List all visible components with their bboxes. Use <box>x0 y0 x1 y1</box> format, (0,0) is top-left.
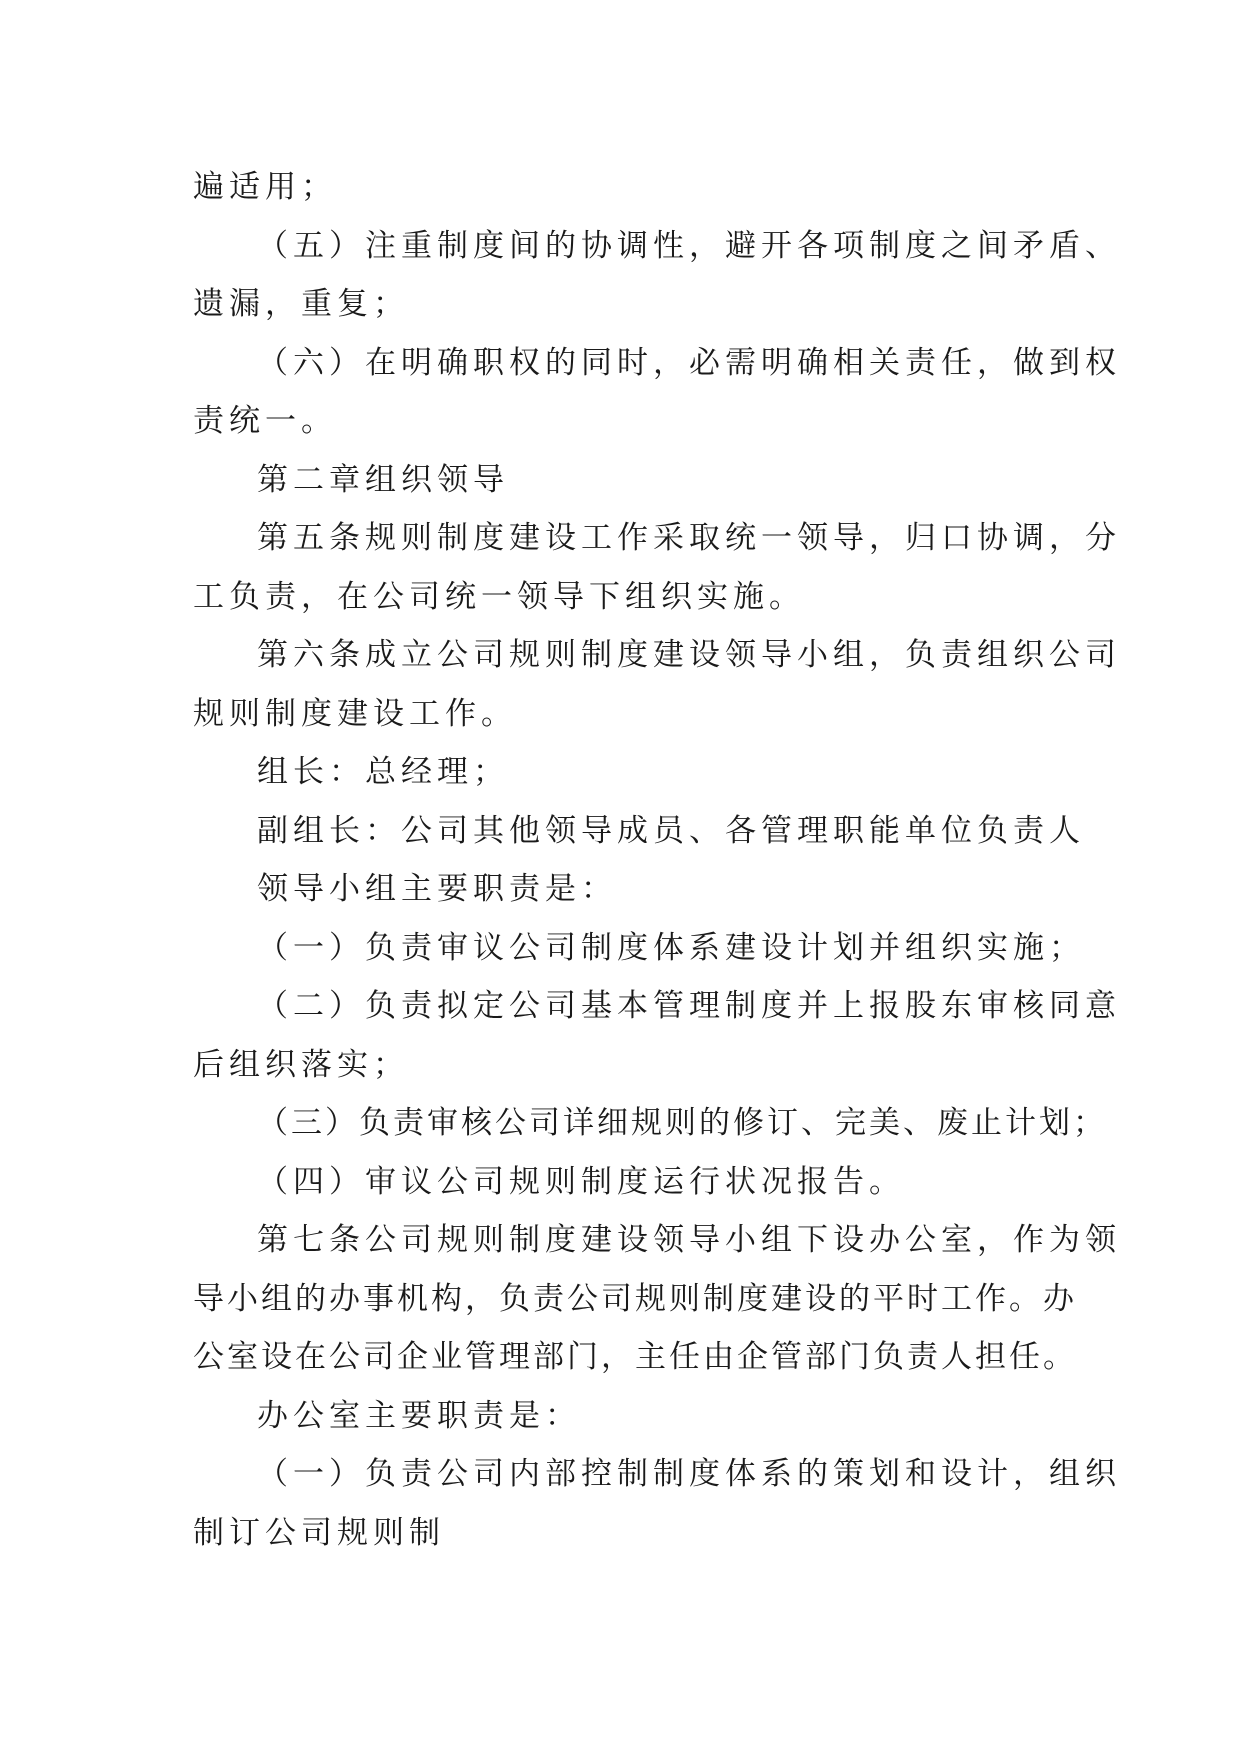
text-line: （四）审议公司规则制度运行状况报告。 <box>257 1163 905 1200</box>
text-line: （一）负责公司内部控制制度体系的策划和设计，组织 <box>257 1456 1121 1492</box>
text-line: 第六条成立公司规则制度建设领导小组，负责组织公司 <box>257 637 1121 673</box>
text-line: 责统一。 <box>193 403 337 439</box>
text-line: （五）注重制度间的协调性，避开各项制度之间矛盾、 <box>257 227 1121 264</box>
text-line: 副组长：公司其他领导成员、各管理职能单位负责人 <box>257 812 1085 849</box>
chapter-heading: 第二章组织领导 <box>257 461 509 498</box>
text-line: 导小组的办事机构，负责公司规则制度建设的平时工作。办 <box>193 1280 1077 1317</box>
text-line: （六）在明确职权的同时，必需明确相关责任，做到权 <box>257 344 1121 381</box>
text-line: 办公室主要职责是： <box>257 1397 581 1434</box>
text-line: 组长：总经理； <box>257 754 509 790</box>
text-line: （二）负责拟定公司基本管理制度并上报股东审核同意 <box>257 988 1121 1024</box>
text-line: 制订公司规则制 <box>193 1514 445 1551</box>
text-line: 第五条规则制度建设工作采取统一领导，归口协调，分 <box>257 520 1121 556</box>
text-line: （一）负责审议公司制度体系建设计划并组织实施； <box>257 929 1085 966</box>
text-line: 遗漏，重复； <box>193 286 409 322</box>
text-line: 工负责，在公司统一领导下组织实施。 <box>193 578 805 615</box>
text-line: 遍适用； <box>193 169 337 205</box>
text-line: 领导小组主要职责是： <box>257 871 617 907</box>
text-line: 第七条公司规则制度建设领导小组下设办公室，作为领 <box>257 1222 1121 1258</box>
text-line: （三）负责审核公司详细规则的修订、完美、废止计划； <box>257 1105 1107 1141</box>
document-body <box>193 158 1121 1562</box>
text-line: 后组织落实； <box>193 1046 409 1083</box>
text-line: 规则制度建设工作。 <box>193 695 517 732</box>
text-line: 公室设在公司企业管理部门，主任由企管部门负责人担任。 <box>193 1339 1077 1375</box>
